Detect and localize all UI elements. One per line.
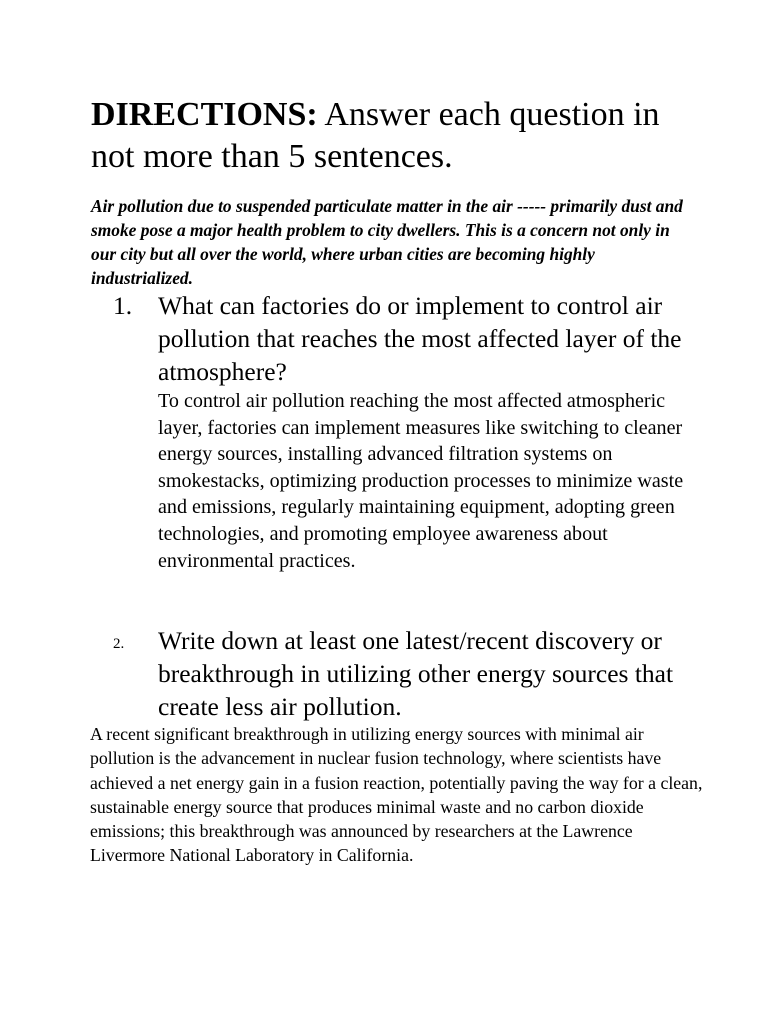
- question-2-text: Write down at least one latest/recent discovery or breakthrough in utilizing other energy sources that create less air pollution.: [158, 626, 674, 721]
- directions-text: Answer each question in not more than 5 sentences.: [91, 96, 660, 175]
- answer-2-text: A recent significant breakthrough in utilizing energy sources with minimal air pollution is the advancement in nuclear fusion technology, where scientists have achieved a net energy gain in a fusion reaction, potentially paving the way for a clean, sustainable energy source that produces minimal waste and no carbon dioxide emissions; this breakthrough was announced by researchers at the Lawrence Livermore National Laboratory in California.: [90, 724, 703, 866]
- question-1-text: What can factories do or implement to control air pollution that reaches the most affected layer of the atmosphere?: [158, 291, 682, 386]
- answer-1-text: To control air pollution reaching the most affected atmospheric layer, factories can implement measures like switching to cleaner energy sources, installing advanced filtration systems on smokestacks, optimizing production processes to minimize waste and emissions, regularly maintaining equipment, adopting green technologies, and promoting employee awareness about environmental practices.: [158, 390, 684, 572]
- directions-heading: [91, 94, 691, 178]
- intro-paragraph: Air pollution due to suspended particulate matter in the air ----- primarily dust and smoke pose a major health problem to city dwellers. This is a concern not only in our city but all over the world, where urban cities are becoming highly industrialized.: [91, 196, 683, 288]
- question-1-number: 1.: [113, 291, 133, 320]
- question-2-number: 2.: [113, 636, 125, 652]
- directions-label: DIRECTIONS:: [91, 96, 318, 133]
